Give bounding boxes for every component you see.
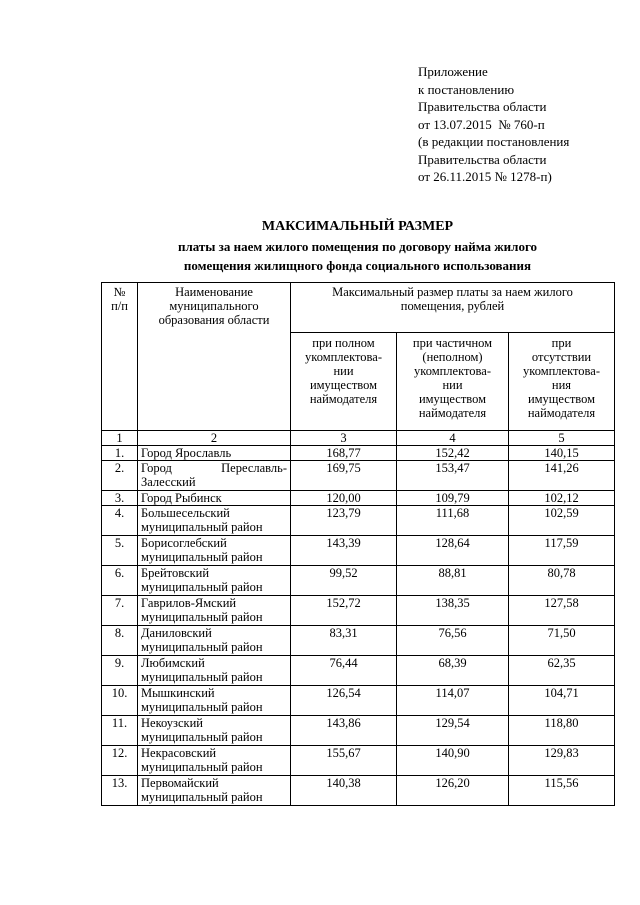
header-full-line: наймодателя bbox=[309, 392, 378, 406]
municipality-name bbox=[138, 536, 291, 566]
appendix-block bbox=[418, 63, 569, 186]
appendix-line: Правительства области bbox=[418, 151, 547, 167]
header-none-line: при bbox=[551, 336, 572, 350]
row-number: 10. bbox=[102, 686, 138, 716]
appendix-line: Правительства области bbox=[418, 99, 547, 114]
row-number: 9. bbox=[102, 656, 138, 686]
fee-none: 127,58 bbox=[509, 596, 615, 626]
table-row bbox=[102, 656, 615, 686]
municipality-name-line2: муниципальный район bbox=[141, 790, 263, 804]
row-number: 7. bbox=[102, 596, 138, 626]
column-index-row bbox=[102, 431, 615, 446]
column-index: 1 bbox=[102, 431, 138, 446]
fee-partial: 140,90 bbox=[397, 746, 509, 776]
header-full-line: укомплектова- bbox=[305, 350, 382, 364]
municipality-name-line2: муниципальный район bbox=[141, 730, 263, 744]
title-line-3: помещения жилищного фонда социального использования bbox=[183, 258, 532, 273]
fee-full: 120,00 bbox=[291, 491, 397, 506]
fee-full: 83,31 bbox=[291, 626, 397, 656]
municipality-name-line2: муниципальный район bbox=[141, 640, 263, 654]
municipality-name-line1: Некрасовский bbox=[141, 746, 217, 760]
fee-partial: 138,35 bbox=[397, 596, 509, 626]
header-partial-line: наймодателя bbox=[418, 406, 487, 420]
column-index: 5 bbox=[509, 431, 615, 446]
fee-none: 141,26 bbox=[509, 461, 615, 491]
municipality-name-line1: Любимский bbox=[141, 656, 205, 670]
column-index: 4 bbox=[397, 431, 509, 446]
municipality-name-part: Город bbox=[141, 461, 172, 475]
header-full-furnishing bbox=[291, 333, 397, 431]
document-title bbox=[100, 218, 615, 274]
municipality-name-line2: муниципальный район bbox=[141, 700, 263, 714]
header-partial-line: при частичном bbox=[412, 336, 493, 350]
municipality-name bbox=[138, 461, 291, 491]
header-none-line: имуществом bbox=[527, 392, 596, 406]
table-row bbox=[102, 461, 615, 491]
municipality-name-line1: Гаврилов-Ямский bbox=[141, 596, 237, 610]
municipality-name-line1: Большесельский bbox=[141, 506, 230, 520]
fee-full: 76,44 bbox=[291, 656, 397, 686]
table-row bbox=[102, 776, 615, 806]
header-none-line: наймодателя bbox=[527, 406, 596, 420]
fee-none: 80,78 bbox=[509, 566, 615, 596]
table-row bbox=[102, 491, 615, 506]
title-line-2: платы за наем жилого помещения по договору найма жилого bbox=[177, 239, 538, 254]
appendix-line: к постановлению bbox=[418, 81, 515, 97]
fee-full: 140,38 bbox=[291, 776, 397, 806]
municipality-name: Город Рыбинск bbox=[138, 491, 291, 506]
fee-table bbox=[101, 282, 615, 806]
row-number: 1. bbox=[102, 446, 138, 461]
municipality-name-line2: муниципальный район bbox=[141, 550, 263, 564]
municipality-name bbox=[138, 776, 291, 806]
header-municipality-line: муниципального bbox=[169, 299, 259, 313]
column-index: 3 bbox=[291, 431, 397, 446]
fee-partial: 114,07 bbox=[397, 686, 509, 716]
title-line-1: МАКСИМАЛЬНЫЙ РАЗМЕР bbox=[261, 219, 454, 234]
row-number: 5. bbox=[102, 536, 138, 566]
fee-none: 102,59 bbox=[509, 506, 615, 536]
fee-partial: 109,79 bbox=[397, 491, 509, 506]
appendix-line: Приложение bbox=[418, 64, 488, 79]
fee-none: 117,59 bbox=[509, 536, 615, 566]
header-none-line: ния bbox=[551, 378, 572, 392]
municipality-name bbox=[138, 566, 291, 596]
header-municipality-line: образования области bbox=[158, 313, 270, 327]
fee-none: 71,50 bbox=[509, 626, 615, 656]
row-number: 2. bbox=[102, 461, 138, 491]
municipality-name bbox=[138, 506, 291, 536]
header-partial-line: нии bbox=[442, 378, 463, 392]
fee-full: 99,52 bbox=[291, 566, 397, 596]
fee-full: 155,67 bbox=[291, 746, 397, 776]
municipality-name-line1: Брейтовский bbox=[141, 566, 210, 580]
table-row bbox=[102, 506, 615, 536]
municipality-name-line2: муниципальный район bbox=[141, 610, 263, 624]
table-row bbox=[102, 596, 615, 626]
fee-partial: 111,68 bbox=[397, 506, 509, 536]
municipality-name-line2: муниципальный район bbox=[141, 580, 263, 594]
header-partial-line: (неполном) bbox=[422, 350, 483, 364]
fee-none: 104,71 bbox=[509, 686, 615, 716]
row-number: 12. bbox=[102, 746, 138, 776]
fee-full: 169,75 bbox=[291, 461, 397, 491]
header-number-line: п/п bbox=[111, 299, 128, 313]
header-row bbox=[102, 283, 615, 333]
fee-none: 129,83 bbox=[509, 746, 615, 776]
header-partial-furnishing bbox=[397, 333, 509, 431]
row-number: 4. bbox=[102, 506, 138, 536]
fee-full: 123,79 bbox=[291, 506, 397, 536]
header-partial-line: имуществом bbox=[418, 392, 487, 406]
fee-none: 118,80 bbox=[509, 716, 615, 746]
fee-full: 168,77 bbox=[291, 446, 397, 461]
fee-partial: 76,56 bbox=[397, 626, 509, 656]
row-number: 13. bbox=[102, 776, 138, 806]
municipality-name bbox=[138, 716, 291, 746]
table-row bbox=[102, 716, 615, 746]
fee-full: 143,86 bbox=[291, 716, 397, 746]
appendix-line: (в редакции постановления bbox=[418, 134, 570, 149]
municipality-name bbox=[138, 686, 291, 716]
header-none-line: укомплектова- bbox=[523, 364, 600, 378]
header-municipality-line: Наименование bbox=[175, 285, 253, 299]
fee-none: 115,56 bbox=[509, 776, 615, 806]
fee-full: 126,54 bbox=[291, 686, 397, 716]
municipality-name bbox=[138, 656, 291, 686]
header-max-fee-group bbox=[291, 283, 615, 333]
appendix-line: от 13.07.2015 № 760-п bbox=[418, 116, 545, 132]
fee-partial: 128,64 bbox=[397, 536, 509, 566]
appendix-line: от 26.11.2015 № 1278-п) bbox=[418, 169, 552, 184]
header-full-line: имуществом bbox=[309, 378, 378, 392]
fee-partial: 68,39 bbox=[397, 656, 509, 686]
fee-none: 62,35 bbox=[509, 656, 615, 686]
municipality-name-line1: Мышкинский bbox=[141, 686, 215, 700]
municipality-name-part: Переславль- bbox=[221, 461, 287, 475]
fee-full: 152,72 bbox=[291, 596, 397, 626]
header-number-line: № bbox=[113, 285, 126, 299]
header-group-line: помещения, рублей bbox=[400, 299, 505, 313]
header-number bbox=[102, 283, 138, 431]
fee-partial: 88,81 bbox=[397, 566, 509, 596]
header-full-line: нии bbox=[333, 364, 354, 378]
table-row bbox=[102, 536, 615, 566]
municipality-name-line2: муниципальный район bbox=[141, 760, 263, 774]
municipality-name-line1: Даниловский bbox=[141, 626, 212, 640]
header-partial-line: укомплектова- bbox=[414, 364, 491, 378]
column-index: 2 bbox=[138, 431, 291, 446]
fee-partial: 129,54 bbox=[397, 716, 509, 746]
municipality-name-line2: Залесский bbox=[141, 475, 196, 489]
table-row bbox=[102, 566, 615, 596]
municipality-name bbox=[138, 626, 291, 656]
municipality-name-line1: Первомайский bbox=[141, 776, 219, 790]
row-number: 6. bbox=[102, 566, 138, 596]
municipality-name bbox=[138, 596, 291, 626]
header-no-furnishing bbox=[509, 333, 615, 431]
fee-none: 140,15 bbox=[509, 446, 615, 461]
header-full-line: при полном bbox=[312, 336, 375, 350]
municipality-name-line1: Некоузский bbox=[141, 716, 203, 730]
fee-partial: 153,47 bbox=[397, 461, 509, 491]
fee-full: 143,39 bbox=[291, 536, 397, 566]
table-row bbox=[102, 626, 615, 656]
row-number: 8. bbox=[102, 626, 138, 656]
municipality-name-line2: муниципальный район bbox=[141, 520, 263, 534]
fee-partial: 126,20 bbox=[397, 776, 509, 806]
table-row bbox=[102, 746, 615, 776]
row-number: 3. bbox=[102, 491, 138, 506]
table-row bbox=[102, 446, 615, 461]
row-number: 11. bbox=[102, 716, 138, 746]
municipality-name-line1: Борисоглебский bbox=[141, 536, 227, 550]
header-none-line: отсутствии bbox=[531, 350, 592, 364]
fee-partial: 152,42 bbox=[397, 446, 509, 461]
table-row bbox=[102, 686, 615, 716]
municipality-name-line2: муниципальный район bbox=[141, 670, 263, 684]
municipality-name: Город Ярославль bbox=[138, 446, 291, 461]
municipality-name bbox=[138, 746, 291, 776]
fee-none: 102,12 bbox=[509, 491, 615, 506]
header-group-line: Максимальный размер платы за наем жилого bbox=[332, 285, 573, 299]
header-municipality bbox=[138, 283, 291, 431]
